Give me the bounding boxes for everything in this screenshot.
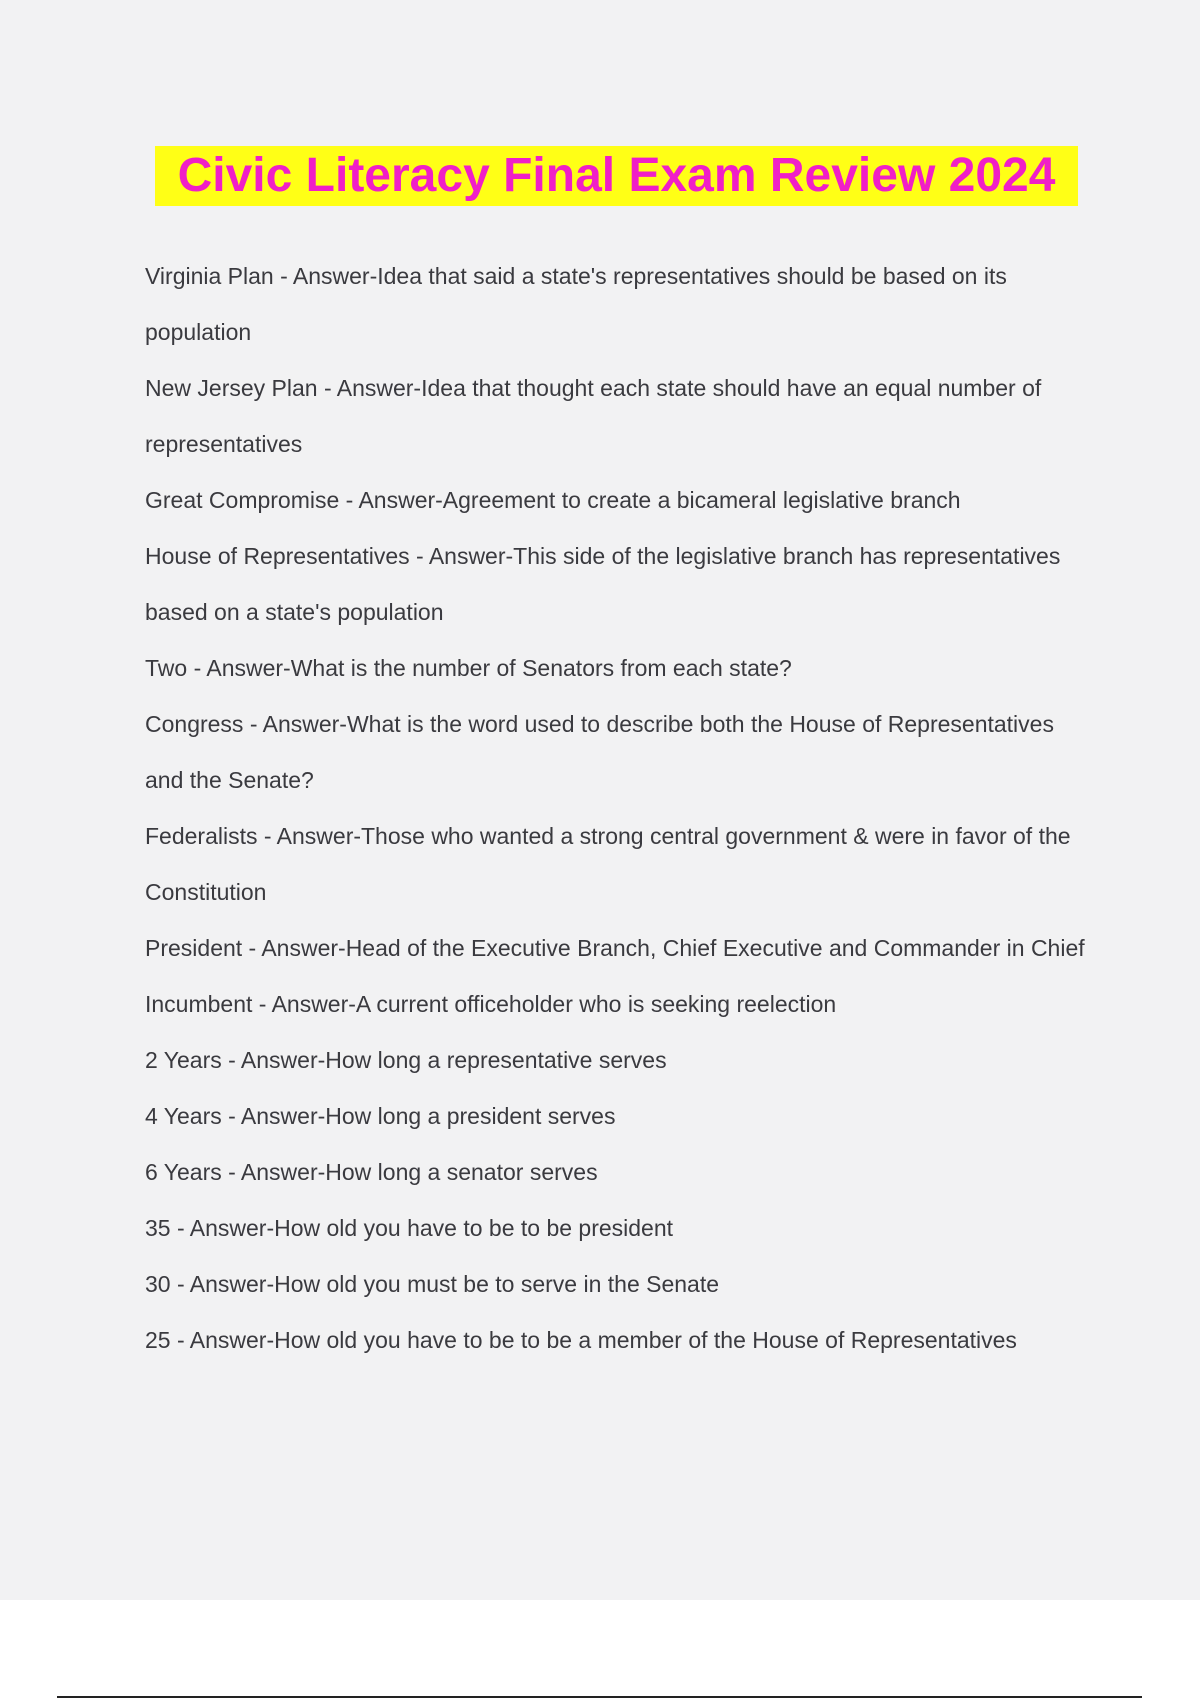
- review-item: Federalists - Answer-Those who wanted a strong central government & were in favor of the Constitution: [145, 823, 1071, 905]
- title-highlight: [155, 146, 1078, 206]
- review-item: 25 - Answer-How old you have to be to be a member of the House of Representatives: [145, 1327, 1017, 1353]
- review-item: 4 Years - Answer-How long a president serves: [145, 1103, 616, 1129]
- review-item: 30 - Answer-How old you must be to serve in the Senate: [145, 1271, 720, 1297]
- review-item: President - Answer-Head of the Executive Branch, Chief Executive and Commander in Chief: [145, 935, 1085, 961]
- review-item: Virginia Plan - Answer-Idea that said a state's representatives should be based on its population: [145, 263, 1007, 345]
- review-item: House of Representatives - Answer-This side of the legislative branch has representatives based on a state's population: [145, 543, 1061, 625]
- review-item: 2 Years - Answer-How long a representative serves: [145, 1047, 667, 1073]
- review-item: Congress - Answer-What is the word used to describe both the House of Representatives and the Senate?: [145, 711, 1054, 793]
- review-item: 35 - Answer-How old you have to be to be president: [145, 1215, 674, 1241]
- review-item: Great Compromise - Answer-Agreement to create a bicameral legislative branch: [145, 487, 961, 513]
- page-title: Civic Literacy Final Exam Review 2024: [177, 149, 1056, 202]
- review-item: New Jersey Plan - Answer-Idea that thought each state should have an equal number of representatives: [145, 375, 1042, 457]
- review-item: 6 Years - Answer-How long a senator serves: [145, 1159, 598, 1185]
- review-item: Incumbent - Answer-A current officeholder who is seeking reelection: [145, 991, 837, 1017]
- review-list: [145, 248, 1085, 1368]
- review-item: Two - Answer-What is the number of Senators from each state?: [145, 655, 792, 681]
- footer-divider: [57, 1696, 1142, 1698]
